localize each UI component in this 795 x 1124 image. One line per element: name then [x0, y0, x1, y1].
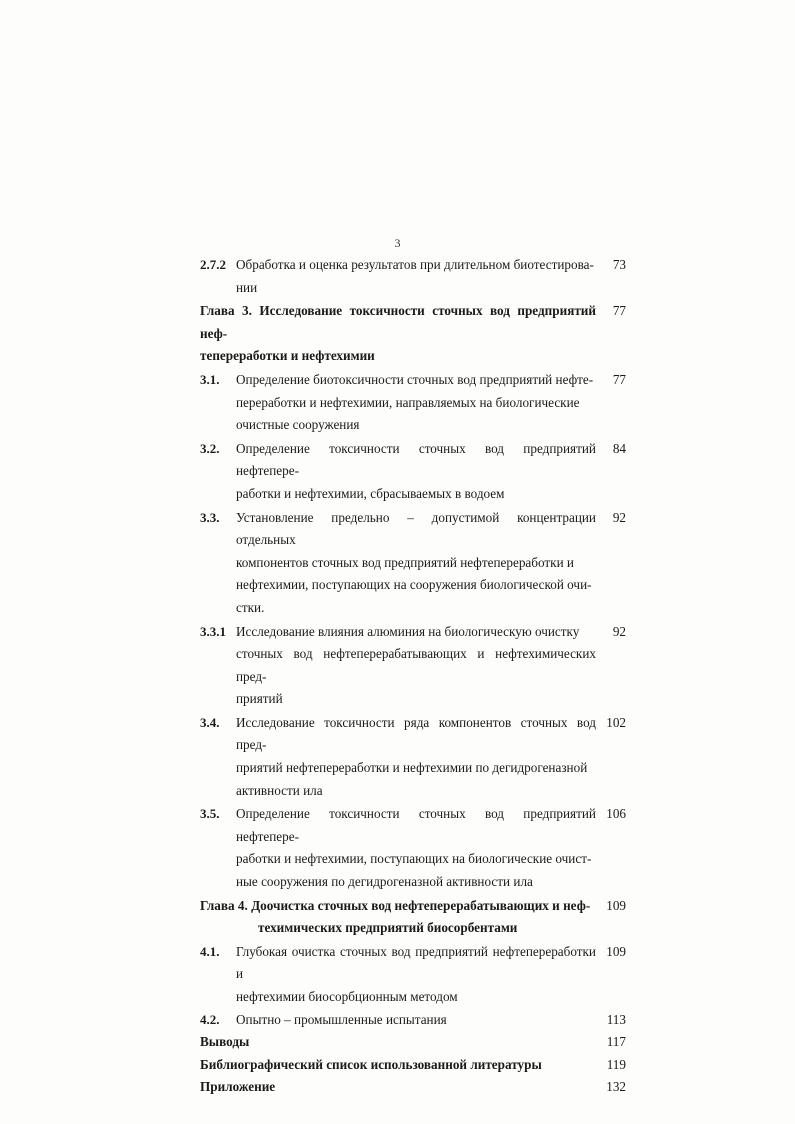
toc-appendix[interactable] — [200, 1076, 626, 1099]
toc-page: 119 — [606, 1056, 626, 1072]
toc-title: Глава 3. Исследование токсичности сточных вод предприятий неф- тепереработки и нефтехимии — [200, 303, 596, 364]
toc-chapter-4[interactable] — [200, 895, 626, 940]
toc-title: Приложение — [200, 1079, 276, 1095]
toc-bibliography[interactable] — [200, 1054, 626, 1077]
toc-number: 4.2. — [200, 1011, 220, 1027]
toc-title: Исследование токсичности ряда компонентов сточных вод пред- приятий нефтепереработки и нефтехимии по дегидрогеназной активности ила — [236, 714, 596, 798]
toc-entry-2-7-2[interactable] — [200, 254, 626, 299]
toc-page: 92 — [612, 623, 626, 639]
toc-number: 2.7.2 — [200, 257, 226, 272]
toc-page: 132 — [606, 1079, 626, 1095]
toc-entry-3-2[interactable] — [200, 438, 626, 506]
toc-page: 92 — [612, 509, 626, 525]
toc-entry-4-2[interactable] — [200, 1009, 626, 1032]
toc-number: 3.5. — [200, 806, 220, 822]
toc-number: 3.2. — [200, 440, 220, 456]
toc-title: Исследование влияния алюминия на биологическую очистку сточных вод нефтеперерабатывающих и нефтехимических пред- приятий — [236, 623, 596, 707]
toc-entry-3-1[interactable] — [200, 369, 626, 437]
toc-page: 113 — [606, 1011, 626, 1027]
toc-title: Выводы — [200, 1034, 250, 1050]
toc-page: 84 — [612, 440, 626, 456]
toc-title: Глава 4. Доочистка сточных вод нефтеперерабатывающих и неф- техимических предприятий биосорбентами — [200, 897, 591, 936]
toc-page: 73 — [612, 257, 626, 272]
toc-page: 109 — [606, 897, 626, 913]
toc-title: Определение токсичности сточных вод предприятий нефтепере- работки и нефтехимии, сбрасываемых в водоем — [236, 440, 596, 501]
toc-number: 3.3. — [200, 509, 220, 525]
toc-title: Опытно – промышленные испытания — [236, 1011, 447, 1027]
toc-title: Библиографический список использованной литературы — [200, 1056, 542, 1072]
toc-page: 109 — [606, 943, 626, 959]
toc-page: 77 — [612, 303, 626, 319]
toc-chapter-3[interactable] — [200, 300, 626, 368]
toc-title: Установление предельно – допустимой концентрации отдельных компонентов сточных вод предприятий нефтепереработки и нефтехимии, поступающих на сооружения биологической очи- стки. — [236, 509, 596, 615]
toc-entry-3-4[interactable] — [200, 712, 626, 802]
toc-number: 3.3.1 — [200, 623, 226, 639]
toc-entry-4-1[interactable] — [200, 941, 626, 1009]
toc-title: Глубокая очистка сточных вод предприятий нефтепереработки и нефтехимии биосорбционным методом — [236, 943, 596, 1004]
toc-page: 117 — [606, 1034, 626, 1050]
table-of-contents — [200, 254, 626, 1099]
toc-title: Определение токсичности сточных вод предприятий нефтепере- работки и нефтехимии, поступающих на биологические очист- ные сооружения по дегидрогеназной активности ила — [236, 806, 596, 890]
toc-entry-3-3[interactable] — [200, 507, 626, 620]
toc-number: 3.1. — [200, 371, 220, 387]
toc-entry-3-5[interactable] — [200, 803, 626, 893]
page-number: 3 — [394, 236, 401, 250]
toc-page: 102 — [606, 714, 626, 730]
toc-entry-3-3-1[interactable] — [200, 621, 626, 711]
toc-title: Определение биотоксичности сточных вод предприятий нефте- переработки и нефтехимии, направляемых на биологические очистные сооружения — [236, 371, 594, 433]
toc-title: Обработка и оценка результатов при длительном биотестирова- нии — [236, 257, 594, 295]
toc-number: 4.1. — [200, 943, 220, 959]
toc-number: 3.4. — [200, 714, 220, 730]
toc-conclusions[interactable] — [200, 1031, 626, 1054]
toc-page: 77 — [612, 371, 626, 387]
toc-page: 106 — [606, 806, 626, 822]
